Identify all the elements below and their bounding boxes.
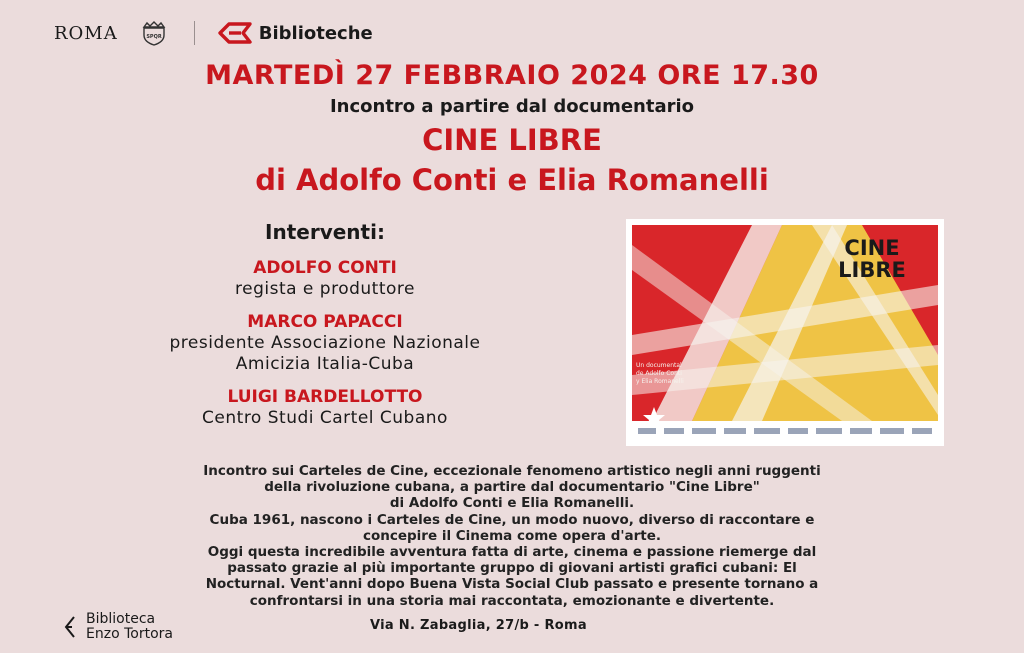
description-line: di Adolfo Conti e Elia Romanelli.	[389, 495, 635, 512]
footer-library-logo	[62, 612, 173, 642]
event-description	[40, 463, 984, 609]
description-line: passato grazie al più importante gruppo di giovani artisti grafici cubani: El	[227, 560, 797, 577]
header	[54, 18, 373, 48]
poster-subtitle: y Elia Romanelli	[636, 378, 684, 385]
speaker-name: LUIGI BARDELLOTTO	[227, 387, 423, 407]
description-line: Incontro sui Carteles de Cine, eccezionale fenomeno artistico negli anni ruggenti	[203, 463, 821, 479]
biblioteche-label: Biblioteche	[258, 22, 373, 44]
description-line: della rivoluzione cubana, a partire dal documentario "Cine Libre"	[264, 479, 760, 496]
event-address: Via N. Zabaglia, 27/b - Roma	[370, 618, 587, 633]
speaker-item	[40, 258, 610, 300]
roma-wordmark: ROMA	[54, 22, 118, 44]
description-line: concepire il Cinema come opera d'arte.	[362, 527, 662, 544]
film-title: CINE LIBRE	[422, 123, 602, 157]
library-name-line1: Biblioteca	[86, 611, 156, 627]
roma-crest-icon	[140, 20, 168, 46]
poster-subtitle: de Adolfo Conti	[636, 370, 682, 377]
header-divider	[194, 21, 195, 45]
speaker-role: Amicizia Italia-Cuba	[235, 354, 415, 374]
speaker-item	[40, 387, 610, 429]
speaker-role: presidente Associazione Nazionale	[169, 333, 481, 353]
biblioteca-logo-icon	[62, 615, 78, 639]
description-line: Nocturnal. Vent'anni dopo Buena Vista Social Club passato e presente tornano a	[205, 576, 819, 593]
speaker-name: ADOLFO CONTI	[253, 258, 397, 278]
biblioteche-logo-icon	[217, 22, 253, 44]
description-line: Oggi questa incredibile avventura fatta di arte, cinema e passione riemerge dal	[207, 544, 817, 561]
film-poster	[626, 219, 944, 446]
library-name-line2: Enzo Tortora	[86, 626, 173, 642]
speakers-section	[40, 220, 610, 441]
speaker-role: Centro Studi Cartel Cubano	[202, 408, 448, 428]
description-line: confrontarsi in una storia mai raccontata, emozionante e divertente.	[249, 592, 775, 609]
description-line: Cuba 1961, nascono i Carteles de Cine, un modo nuovo, diverso di raccontare e	[209, 511, 815, 528]
film-authors: di Adolfo Conti e Elia Romanelli	[255, 163, 769, 197]
speaker-name: MARCO PAPACCI	[247, 312, 403, 332]
poster-subtitle: Un documental	[636, 362, 682, 369]
event-date: MARTEDÌ 27 FEBBRAIO 2024 ORE 17.30	[205, 60, 819, 91]
speaker-role: regista e produttore	[235, 279, 415, 299]
speakers-heading: Interventi:	[265, 220, 385, 244]
event-intro: Incontro a partire dal documentario	[329, 96, 695, 117]
speaker-item	[40, 312, 610, 375]
svg-text:SPQR: SPQR	[146, 34, 162, 40]
poster-title-line2: LIBRE	[838, 258, 906, 282]
poster-artwork	[632, 225, 938, 440]
poster-title-line1: CINE	[844, 236, 900, 260]
